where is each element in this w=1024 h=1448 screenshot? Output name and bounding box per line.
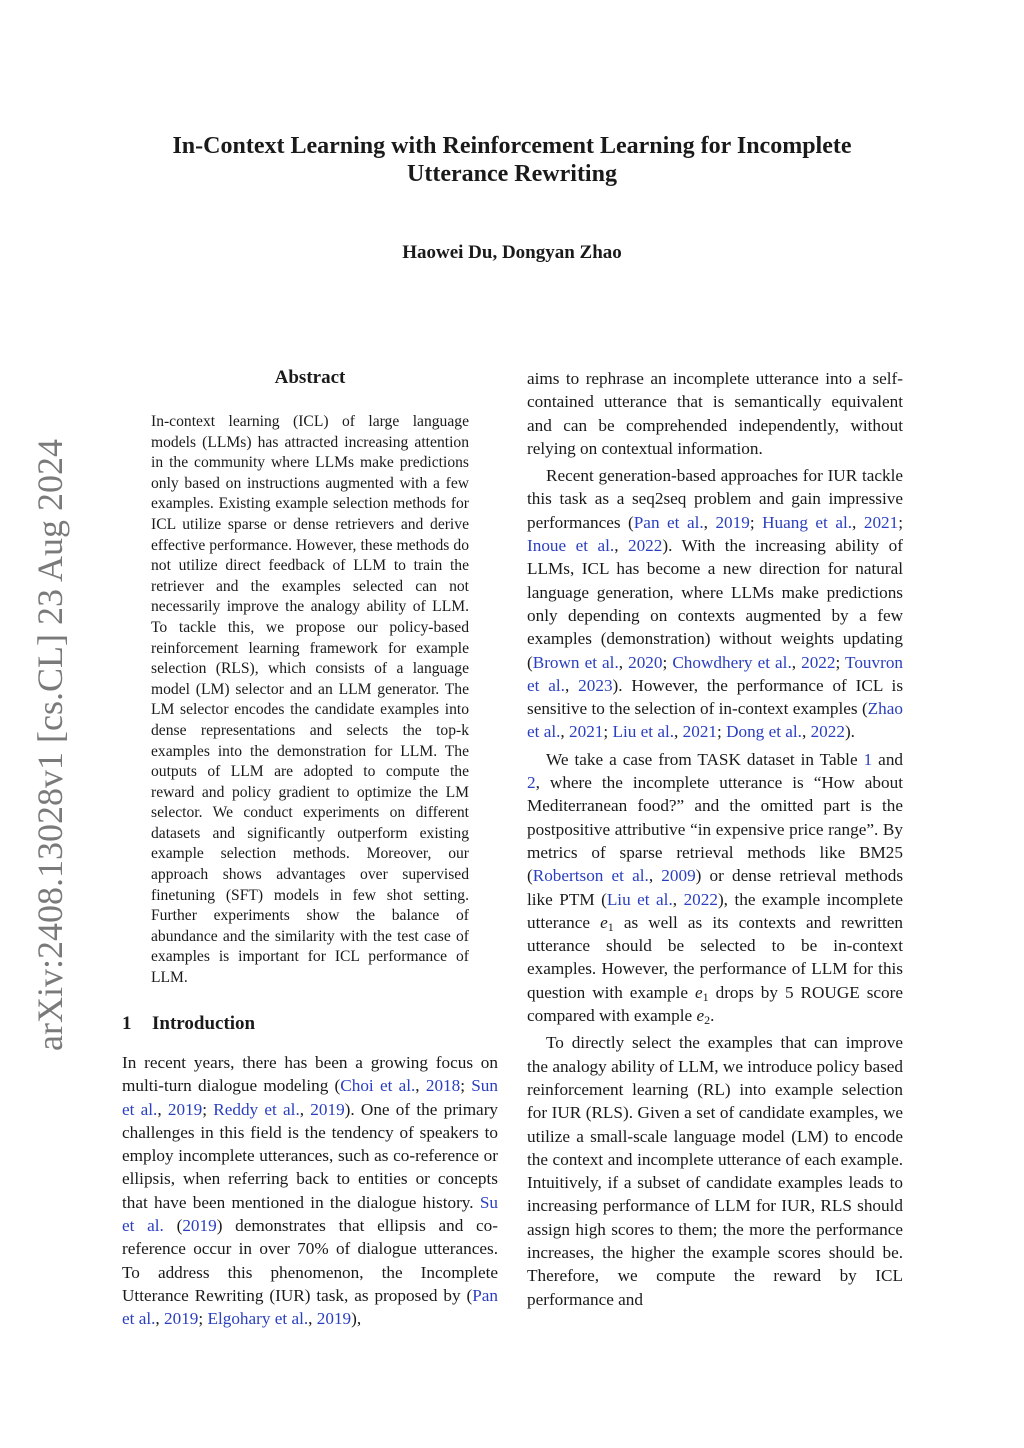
- intro-paragraph-4: To directly select the examples that can improve the analogy ability of LLM, we introduce policy based reinforcement learning (RL) into example selection for IUR (RLS). Given a set of candidate examples, we utilize a small-scale language model (LM) to encode the context and incomplete utterance of each example. Intuitively, if a subset of candidate examples leads to increasing performance of LLM for IUR, RLS should assign high scores to them; the more the performance increases, the higher the example scores should be. Therefore, we compute the reward by ICL performance and: [527, 1033, 903, 1309]
- citation-link[interactable]: Su et al.: [122, 1192, 498, 1236]
- citation-link[interactable]: Chowdhery et al.: [672, 652, 792, 672]
- citation-year-link[interactable]: 2022: [683, 889, 718, 909]
- citation-link[interactable]: Choi et al.: [340, 1076, 416, 1096]
- citation-link[interactable]: Liu et al.: [606, 889, 673, 909]
- intro-paragraph-1: In recent years, there has been a growing focus on multi-turn dialogue modeling (Choi et al., 2018; Sun et al., 2019; Reddy et al., 2019). One of the primary challenges in this field is the tendency of speakers to employ incomplete utterances, such as co-reference or ellipsis, when referring back to entities or concepts that have been mentioned in the dialogue history. Su et al. (2019) demonstrates that ellipsis and co-reference occur in over 70% of dialogue utterances. To address this phenomenon, the Incomplete Utterance Rewriting (IUR) task, as proposed by (Pan et al., 2019; Elgohary et al., 2019),: [122, 1053, 499, 1329]
- citation-year-link[interactable]: 2021: [863, 512, 899, 532]
- citation-year-link[interactable]: 2019: [310, 1099, 345, 1119]
- citation-link[interactable]: Sun et al.: [122, 1076, 498, 1119]
- intro-paragraph-2: Recent generation-based approaches for IUR tackle this task as a seq2seq problem and gain impressive performances (Pan et al., 2019; Huang et al., 2021; Inoue et al., 2022). With the increasing ability of LLMs, ICL has become a new direction for natural language generation, where LLMs make predictions only depending on contexts augmented by a few examples (demonstration) without weights updating (Brown et al., 2020; Chowdhery et al., 2022; Touvron et al., 2023). However, the performance of ICL is sensitive to the selection of in-context examples (Zhao et al., 2021; Liu et al., 2021; Dong et al., 2022).: [527, 466, 904, 742]
- abstract-heading: Abstract: [274, 367, 346, 388]
- math-variable: $e_1$: [600, 912, 614, 934]
- arxiv-stamp: arXiv:2408.13028v1 [cs.CL] 23 Aug 2024: [30, 439, 70, 1051]
- citation-year-link[interactable]: 2022: [801, 652, 836, 672]
- section-title: Introduction: [152, 1013, 256, 1034]
- citation-year-link[interactable]: 2023: [578, 675, 613, 695]
- citation-year-link[interactable]: 2019: [715, 512, 750, 532]
- citation-link[interactable]: Pan et al.: [122, 1285, 498, 1329]
- citation-link[interactable]: Elgohary et al.: [207, 1309, 309, 1329]
- section-heading-introduction: [122, 1012, 255, 1036]
- citation-year-link[interactable]: 2019: [167, 1099, 203, 1119]
- citation-year-link[interactable]: 2022: [810, 722, 845, 742]
- math-variable: $e_1$: [694, 982, 709, 1004]
- citation-year-link[interactable]: 2009: [661, 866, 696, 886]
- citation-link[interactable]: Liu et al.: [612, 722, 675, 742]
- citation-year-link[interactable]: 2022: [627, 536, 663, 556]
- right-column: [527, 367, 903, 1315]
- section-number: 1: [122, 1013, 132, 1034]
- abstract-text: In-context learning (ICL) of large language models (LLMs) has attracted increasing attention in the community where LLMs make predictions only based on instructions augmented with a few examples. Existing example selection methods for ICL utilize sparse or dense retrievers and derive effective performance. However, these methods do not utilize direct feedback of LLM to train the retriever and the examples selected can not necessarily improve the analogy ability of LLM. To tackle this, we propose our policy-based reinforcement learning framework for example selection (RLS), which consists of a language model (LM) selector and an LLM generator. The LM selector encodes the candidate examples into dense representations and selects the top-k examples into the demonstration for LLM. The outputs of LLM are adopted to compute the reward and policy gradient to optimize the LM selector. We conduct experiments on different datasets and significantly outperform existing example selection methods. Moreover, our approach shows advantages over supervised finetuning (SFT) models in few shot setting. Further experiments show the balance of abundance and the similarity with the test case of examples is important for ICL performance of LLM.: [151, 413, 469, 987]
- intro-paragraph-3: We take a case from TASK dataset in Table 1 and 2, where the incomplete utterance is “How about Mediterranean food?” and the omitted part is the postpositive attributive “in expensive price range”. By metrics of sparse retrieval methods like BM25 (Robertson et al., 2009) or dense retrieval methods like PTM (Liu et al., 2022), the example incomplete utterance $e_1$ as well as its contexts and rewritten utterance should be selected to be in-context examples. However, the performance of LLM for this question with example $e_1$ drops by 5 ROUGE score compared with example $e_2$.: [527, 749, 904, 1028]
- paper-title: [120, 132, 904, 188]
- citation-year-link[interactable]: 2020: [628, 652, 663, 672]
- math-variable: $e_2$: [696, 1006, 711, 1028]
- citation-link[interactable]: Zhao et al.: [527, 699, 903, 742]
- citation-year-link[interactable]: 2021: [682, 722, 717, 742]
- citation-link[interactable]: Robertson et al.: [532, 866, 649, 886]
- citation-link[interactable]: Pan et al.: [633, 512, 704, 532]
- citation-link[interactable]: Huang et al.: [762, 512, 853, 532]
- table-ref-link[interactable]: 2: [527, 773, 536, 793]
- citation-year-link[interactable]: 2021: [569, 722, 604, 742]
- citation-link[interactable]: Dong et al.: [726, 722, 802, 742]
- citation-year-link[interactable]: 2019: [182, 1216, 217, 1236]
- title-line-1: In-Context Learning with Reinforcement Learning for Incomplete: [172, 133, 852, 159]
- citation-link[interactable]: Brown et al.: [532, 652, 619, 672]
- citation-year-link[interactable]: 2018: [425, 1076, 461, 1096]
- intro-paragraph-1-continued: aims to rephrase an incomplete utterance into a self-contained utterance that is semantically equivalent and can be comprehended independently, without relying on contextual information.: [527, 369, 903, 458]
- citation-link[interactable]: Touvron et al.: [527, 652, 904, 695]
- citation-link[interactable]: Reddy et al.: [213, 1099, 300, 1119]
- table-ref-link[interactable]: 1: [863, 749, 873, 769]
- author-list: Haowei Du, Dongyan Zhao: [402, 242, 622, 263]
- citation-link[interactable]: Inoue et al.: [527, 536, 615, 556]
- citation-year-link[interactable]: 2019: [316, 1309, 352, 1329]
- citation-year-link[interactable]: 2019: [164, 1309, 199, 1329]
- title-line-2: Utterance Rewriting: [407, 161, 617, 187]
